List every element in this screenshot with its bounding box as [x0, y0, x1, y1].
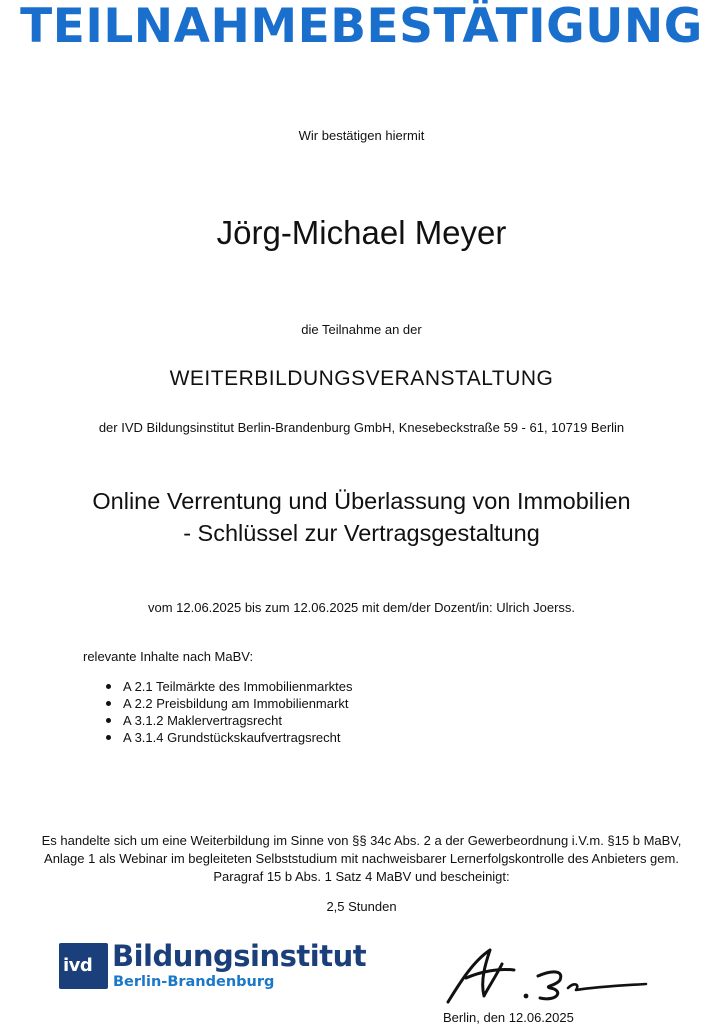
bullet-icon [106, 701, 111, 706]
bullet-icon [106, 735, 111, 740]
list-item [103, 678, 353, 695]
list-item [103, 695, 353, 712]
mabv-list [103, 678, 353, 746]
ivd-logo-box [59, 943, 108, 989]
bullet-icon [106, 718, 111, 723]
bullet-icon [106, 684, 111, 689]
course-title-line-2: - Schlüssel zur Vertragsgestaltung [183, 520, 540, 546]
mabv-heading: relevante Inhalte nach MaBV: [83, 649, 254, 664]
legal-line-1: Es handelte sich um eine Weiterbildung im Sinne von §§ 34c Abs. 2 a der Gewerbeordnung i.V.m. §15 b MaBV, [41, 833, 682, 848]
confirm-line: Wir bestätigen hiermit [298, 128, 425, 143]
signature-image [440, 940, 660, 1010]
list-item [103, 729, 353, 746]
course-title-line-1: Online Verrentung und Überlassung von Immobilien [92, 488, 631, 514]
mabv-item-label: A 3.1.2 Maklervertragsrecht [123, 713, 282, 728]
legal-text [0, 832, 723, 886]
list-item [103, 712, 353, 729]
certificate-title: TEILNAHMEBESTÄTIGUNG [20, 0, 703, 54]
participation-line: die Teilnahme an der [301, 322, 422, 337]
legal-line-3: Paragraf 15 b Abs. 1 Satz 4 MaBV und bescheinigt: [213, 869, 510, 884]
mabv-item-label: A 2.2 Preisbildung am Immobilienmarkt [123, 696, 349, 711]
institute-line: der IVD Bildungsinstitut Berlin-Brandenburg GmbH, Knesebeckstraße 59 - 61, 10719 Berlin [98, 420, 625, 435]
mabv-item-label: A 3.1.4 Grundstückskaufvertragsrecht [123, 730, 341, 745]
hours-value: 2,5 Stunden [326, 899, 397, 914]
legal-line-2: Anlage 1 als Webinar im begleiteten Selbststudium mit nachweisbarer Lernerfolgskontrolle des Anbieters gem. [44, 851, 679, 866]
course-title [0, 485, 723, 549]
ivd-logo-sub-text: Berlin-Brandenburg [113, 974, 275, 990]
event-type: WEITERBILDUNGSVERANSTALTUNG [169, 367, 554, 390]
participant-name: Jörg-Michael Meyer [216, 214, 507, 251]
mabv-item-label: A 2.1 Teilmärkte des Immobilienmarktes [123, 679, 353, 694]
ivd-logo-box-text: ivd [63, 955, 93, 976]
ivd-logo-main-text: Bildungsinstitut [112, 939, 367, 973]
date-lecturer-line: vom 12.06.2025 bis zum 12.06.2025 mit dem/der Dozent/in: Ulrich Joerss. [147, 600, 576, 615]
place-date: Berlin, den 12.06.2025 [443, 1010, 574, 1025]
